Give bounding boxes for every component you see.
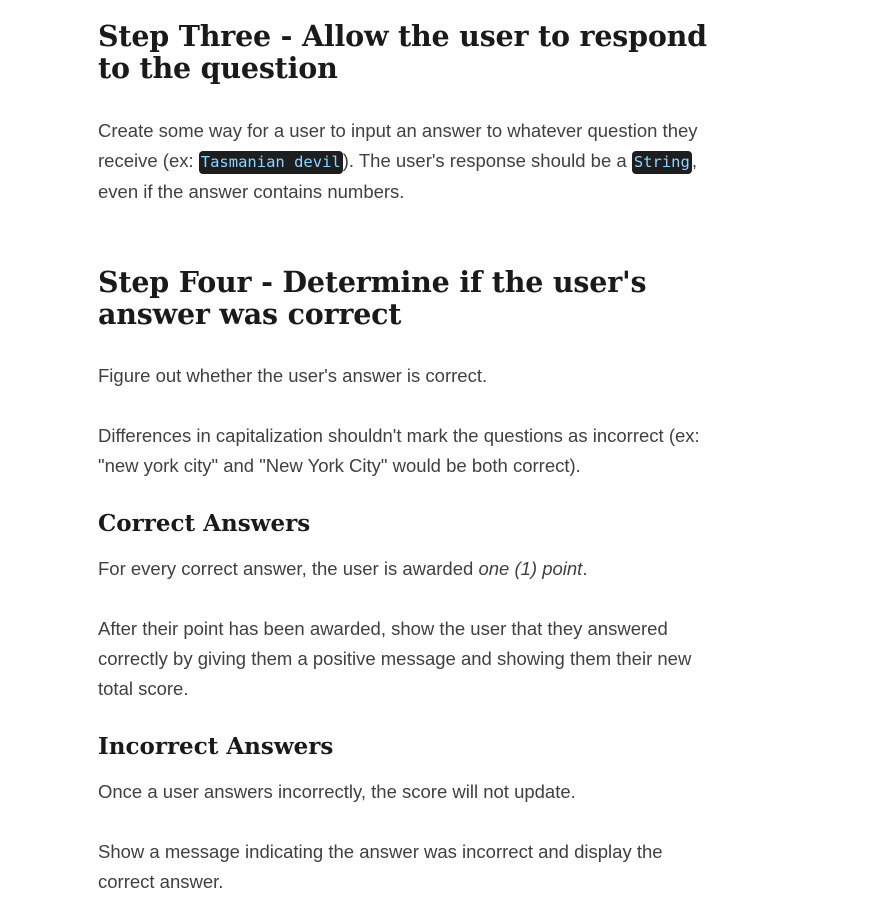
one-point-emphasis: one (1) point <box>478 558 583 579</box>
step-three-paragraph <box>98 116 723 207</box>
incorrect-answers-heading: Incorrect Answers <box>98 733 334 760</box>
incorrect-answers-paragraph-2: Show a message indicating the answer was incorrect and display the correct answer. <box>98 841 663 892</box>
step-three-text-c: , even if the answer contains numbers. <box>98 150 697 202</box>
incorrect-answers-paragraph-1: Once a user answers incorrectly, the score will not update. <box>98 781 576 802</box>
step-four-paragraph-2: Differences in capitalization shouldn't mark the questions as incorrect (ex: "new york city" and "New York City" would be both correct). <box>98 425 700 476</box>
correct-answers-heading: Correct Answers <box>98 510 311 537</box>
correct-answers-paragraph-1 <box>98 554 723 584</box>
correct-answers-text-a: For every correct answer, the user is awarded <box>98 558 479 579</box>
step-four-heading: Step Four - Determine if the user's answer was correct <box>98 265 647 331</box>
step-three-text-b: ). The user's response should be a <box>342 150 632 171</box>
code-string: String <box>632 151 692 174</box>
step-three-heading: Step Three - Allow the user to respond to the question <box>98 19 707 85</box>
correct-answers-paragraph-2: After their point has been awarded, show the user that they answered correctly by giving them a positive message and showing them their new total score. <box>98 618 692 699</box>
code-tasmanian-devil: Tasmanian devil <box>199 151 343 174</box>
step-four-paragraph-1: Figure out whether the user's answer is correct. <box>98 365 488 386</box>
correct-answers-text-b: . <box>582 558 588 579</box>
step-three-text-a: Create some way for a user to input an answer to whatever question they receive (ex: <box>98 120 698 171</box>
